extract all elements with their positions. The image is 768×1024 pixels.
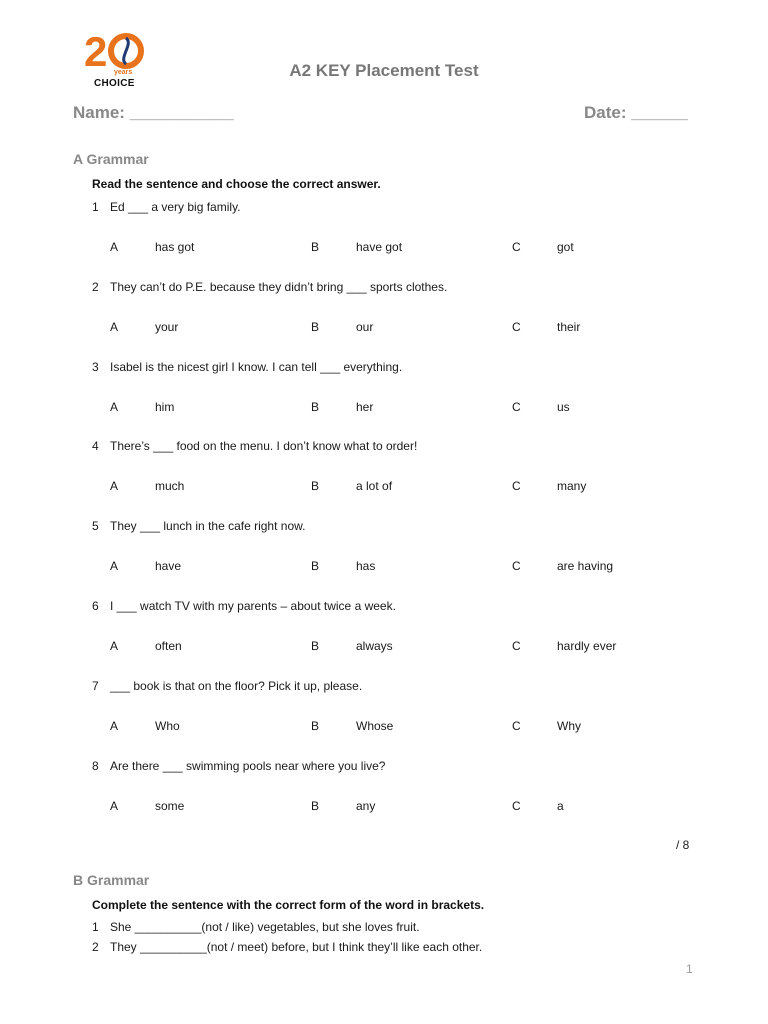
option-answer-b[interactable]: our <box>356 320 374 334</box>
page-number: 1 <box>686 962 693 976</box>
option-answer-b[interactable]: has <box>356 559 376 573</box>
question-text: They can’t do P.E. because they didn’t bring ___ sports clothes. <box>110 280 448 294</box>
option-letter-c[interactable]: C <box>512 719 521 733</box>
option-letter-a[interactable]: A <box>110 479 119 493</box>
option-answer-b[interactable]: her <box>356 400 374 414</box>
question-text: Ed ___ a very big family. <box>110 200 241 214</box>
section-a-score: / 8 <box>676 838 690 852</box>
option-letter-c[interactable]: C <box>512 559 521 573</box>
option-answer-c[interactable]: their <box>557 320 581 334</box>
section-b-instruction: Complete the sentence with the correct form of the word in brackets. <box>92 898 485 912</box>
option-letter-a[interactable]: A <box>110 639 119 653</box>
option-answer-b[interactable]: a lot of <box>356 479 393 493</box>
option-letter-a[interactable]: A <box>110 400 119 414</box>
option-answer-b[interactable]: have got <box>356 240 403 254</box>
question-text: She __________(not / like) vegetables, but she loves fruit. <box>110 920 420 934</box>
option-answer-c[interactable]: us <box>557 400 570 414</box>
option-answer-c[interactable]: are having <box>557 559 614 573</box>
option-answer-a[interactable]: Who <box>155 719 180 733</box>
question-number: 1 <box>92 920 99 934</box>
section-a-title: A Grammar <box>73 151 149 167</box>
question-text: I ___ watch TV with my parents – about twice a week. <box>110 599 396 613</box>
option-answer-c[interactable]: hardly ever <box>557 639 617 653</box>
question-text: Isabel is the nicest girl I know. I can tell ___ everything. <box>110 360 403 374</box>
option-letter-c[interactable]: C <box>512 240 521 254</box>
option-answer-c[interactable]: Why <box>557 719 581 733</box>
page-title: A2 KEY Placement Test <box>289 61 479 80</box>
question-text: ___ book is that on the floor? Pick it up, please. <box>110 679 363 693</box>
option-letter-b[interactable]: B <box>311 799 320 813</box>
option-letter-b[interactable]: B <box>311 559 320 573</box>
option-answer-c[interactable]: a <box>557 799 564 813</box>
option-letter-a[interactable]: A <box>110 240 119 254</box>
option-letter-c[interactable]: C <box>512 479 521 493</box>
section-a-instruction: Read the sentence and choose the correct answer. <box>92 177 381 191</box>
question-number: 4 <box>92 439 99 453</box>
option-answer-c[interactable]: many <box>557 479 587 493</box>
option-answer-b[interactable]: any <box>356 799 376 813</box>
option-letter-c[interactable]: C <box>512 320 521 334</box>
question-number: 7 <box>92 679 99 693</box>
question-text: They __________(not / meet) before, but I think they’ll like each other. <box>110 940 483 954</box>
option-answer-a[interactable]: have <box>155 559 182 573</box>
option-answer-a[interactable]: him <box>155 400 175 414</box>
question-number: 8 <box>92 759 99 773</box>
option-letter-c[interactable]: C <box>512 400 521 414</box>
option-letter-b[interactable]: B <box>311 320 320 334</box>
question-text: There’s ___ food on the menu. I don’t know what to order! <box>110 439 418 453</box>
option-letter-b[interactable]: B <box>311 240 320 254</box>
option-letter-b[interactable]: B <box>311 479 320 493</box>
name-field[interactable]: Name: ___________ <box>73 103 234 122</box>
question-text: Are there ___ swimming pools near where you live? <box>110 759 386 773</box>
option-letter-b[interactable]: B <box>311 719 320 733</box>
option-letter-a[interactable]: A <box>110 320 119 334</box>
question-number: 3 <box>92 360 99 374</box>
question-number: 1 <box>92 200 99 214</box>
logo-choice-text: CHOICE <box>94 78 135 89</box>
question-number: 2 <box>92 280 99 294</box>
question-number: 5 <box>92 519 99 533</box>
option-answer-a[interactable]: your <box>155 320 179 334</box>
logo-years-text: years <box>114 69 133 76</box>
option-letter-b[interactable]: B <box>311 400 320 414</box>
option-letter-a[interactable]: A <box>110 799 119 813</box>
section-b-title: B Grammar <box>73 872 150 888</box>
option-answer-c[interactable]: got <box>557 240 574 254</box>
option-answer-b[interactable]: always <box>356 639 393 653</box>
option-answer-a[interactable]: often <box>155 639 182 653</box>
question-text: They ___ lunch in the cafe right now. <box>110 519 306 533</box>
option-answer-a[interactable]: some <box>155 799 185 813</box>
option-answer-a[interactable]: has got <box>155 240 195 254</box>
option-answer-b[interactable]: Whose <box>356 719 394 733</box>
option-letter-c[interactable]: C <box>512 799 521 813</box>
question-number: 6 <box>92 599 99 613</box>
option-letter-b[interactable]: B <box>311 639 320 653</box>
question-number: 2 <box>92 940 99 954</box>
option-letter-c[interactable]: C <box>512 639 521 653</box>
option-letter-a[interactable]: A <box>110 559 119 573</box>
option-letter-a[interactable]: A <box>110 719 119 733</box>
date-field[interactable]: Date: ______ <box>584 103 688 122</box>
option-answer-a[interactable]: much <box>155 479 185 493</box>
svg-text:2: 2 <box>84 28 108 75</box>
